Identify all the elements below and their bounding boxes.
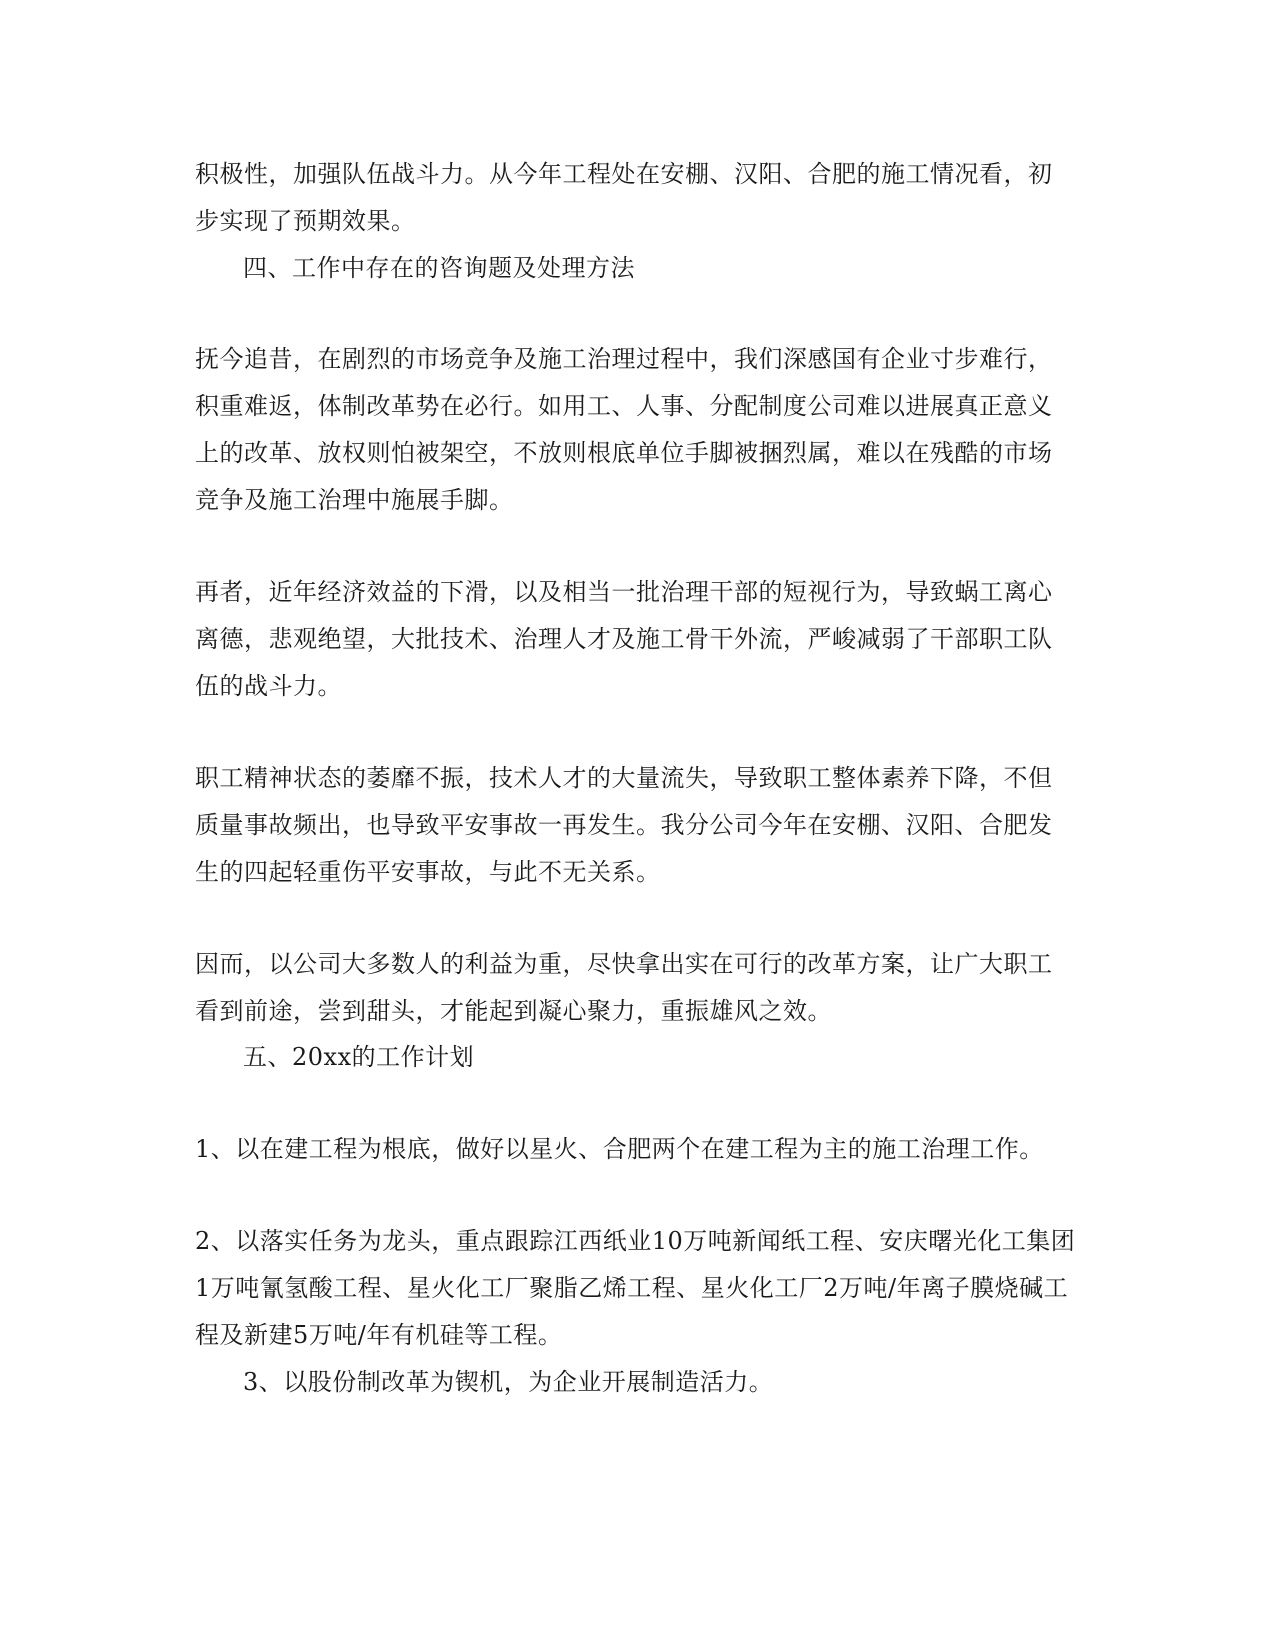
paragraph-line: 抚今追昔，在剧烈的市场竞争及施工治理过程中，我们深感国有企业寸步难行， [195, 345, 1053, 373]
paragraph-line: 步实现了预期效果。 [195, 207, 416, 235]
section-heading: 四、工作中存在的咨询题及处理方法 [243, 254, 635, 282]
section-heading: 五、20xx的工作计划 [243, 1043, 475, 1071]
paragraph-line: 积重难返，体制改革势在必行。如用工、人事、分配制度公司难以进展真正意义 [195, 392, 1053, 420]
list-item: 1、以在建工程为根底，做好以星火、合肥两个在建工程为主的施工治理工作。 [195, 1135, 1044, 1163]
list-item: 2、以落实任务为龙头，重点跟踪江西纸业10万吨新闻纸工程、安庆曙光化工集团 [195, 1227, 1076, 1255]
list-item: 1万吨氰氢酸工程、星火化工厂聚脂乙烯工程、星火化工厂2万吨/年离子膜烧碱工 [195, 1274, 1069, 1302]
paragraph-line: 因而，以公司大多数人的利益为重，尽快拿出实在可行的改革方案，让广大职工 [195, 950, 1053, 978]
paragraph-line: 上的改革、放权则怕被架空，不放则根底单位手脚被捆烈属，难以在残酷的市场 [195, 439, 1053, 467]
paragraph-line: 生的四起轻重伤平安事故，与此不无关系。 [195, 858, 661, 886]
paragraph-line: 再者，近年经济效益的下滑，以及相当一批治理干部的短视行为，导致蜗工离心 [195, 578, 1053, 606]
list-item: 程及新建5万吨/年有机硅等工程。 [195, 1321, 563, 1349]
paragraph-line: 离德，悲观绝望，大批技术、治理人才及施工骨干外流，严峻减弱了干部职工队 [195, 625, 1053, 653]
paragraph-line: 竞争及施工治理中施展手脚。 [195, 486, 514, 514]
list-item: 3、以股份制改革为锲机，为企业开展制造活力。 [243, 1368, 774, 1396]
paragraph-line: 看到前途，尝到甜头，才能起到凝心聚力，重振雄风之效。 [195, 997, 832, 1025]
paragraph-line: 积极性，加强队伍战斗力。从今年工程处在安棚、汉阳、合肥的施工情况看，初 [195, 160, 1053, 188]
paragraph-line: 伍的战斗力。 [195, 672, 342, 700]
paragraph-line: 职工精神状态的萎靡不振，技术人才的大量流失，导致职工整体素养下降，不但 [195, 764, 1053, 792]
paragraph-line: 质量事故频出，也导致平安事故一再发生。我分公司今年在安棚、汉阳、合肥发 [195, 811, 1053, 839]
